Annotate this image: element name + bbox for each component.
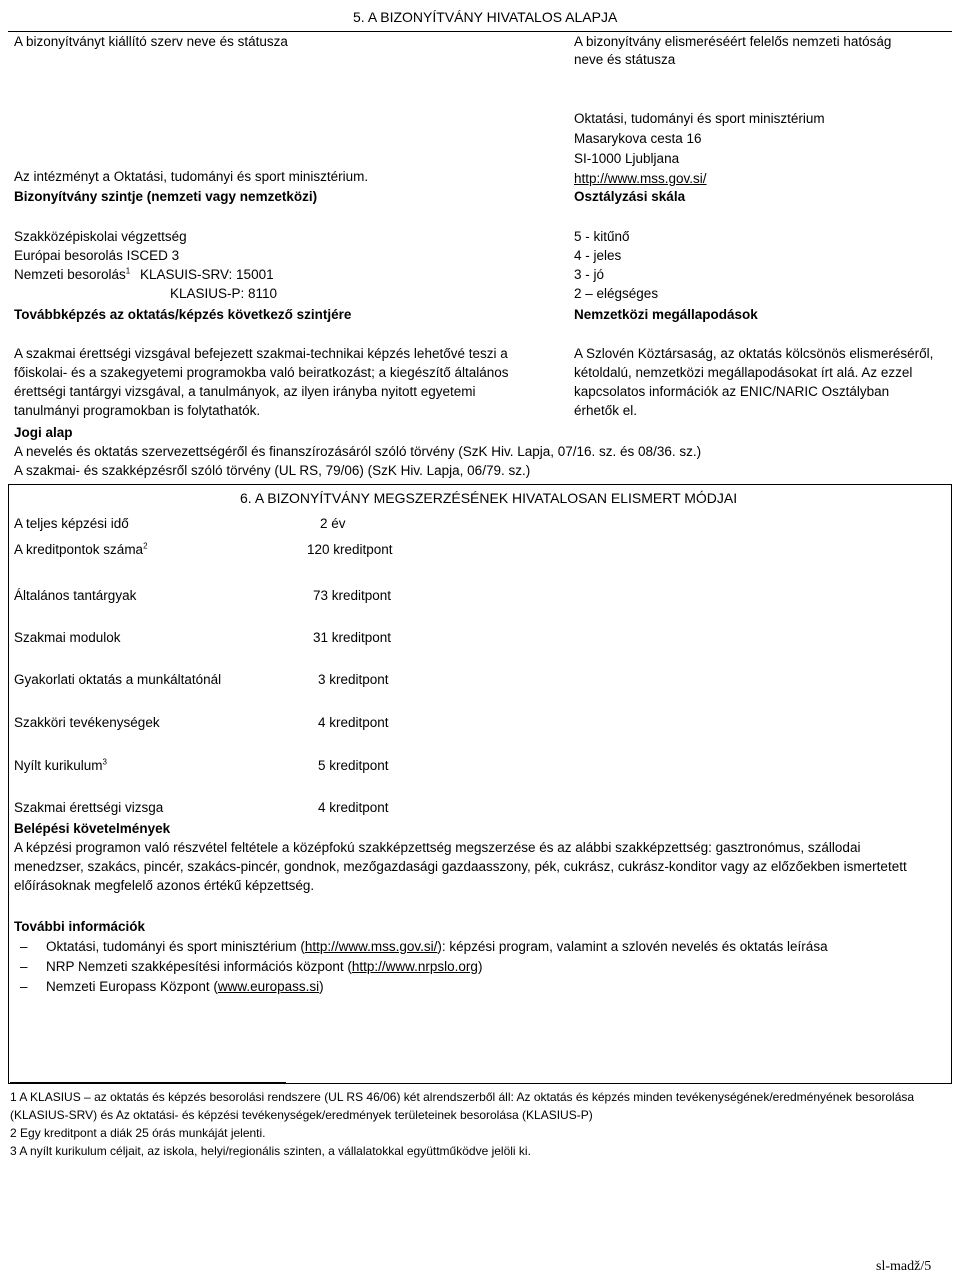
dash-bullet: –	[20, 959, 28, 974]
dash-bullet: –	[20, 979, 28, 994]
section5-number: 5.	[353, 9, 365, 25]
credit-row-label: Általános tantárgyak	[14, 588, 137, 603]
footnote-separator	[10, 1082, 286, 1083]
credit-row-label: Szakköri tevékenységek	[14, 715, 160, 730]
further-line: főiskolai- és a szakegyetemi programokba való beiratkozást; a kiegészítő általános	[14, 365, 509, 380]
authority-website-link[interactable]: http://www.mss.gov.si/	[574, 171, 707, 186]
entry-header: Belépési követelmények	[14, 821, 171, 836]
issuer-header: A bizonyítványt kiállító szerv neve és státusza	[14, 34, 288, 49]
section6-title-text: A BIZONYÍTVÁNY MEGSZERZÉSÉNEK HIVATALOSAN ELISMERT MÓDJAI	[254, 490, 738, 506]
credit-row-value: 5 kreditpont	[318, 758, 389, 773]
further-line: A szakmai érettségi vizsgával befejezett szakmai-technikai képzés lehetővé teszi a	[14, 346, 508, 361]
credit-row-value: 3 kreditpont	[318, 672, 389, 687]
further-header: Továbbképzés az oktatás/képzés következő szintjére	[14, 307, 352, 322]
legal-header: Jogi alap	[14, 425, 73, 440]
intl-header: Nemzetközi megállapodások	[574, 307, 758, 322]
credit-row-value: 73 kreditpont	[313, 588, 392, 603]
mss-link[interactable]: http://www.mss.gov.si/	[304, 939, 438, 954]
credit-row-label: Szakmai modulok	[14, 630, 121, 645]
info-item: – NRP Nemzeti szakképesítési információs központ (http://www.nrpslo.org)	[20, 959, 483, 974]
authority-header-line1: A bizonyítvány elismeréséért felelős nemzeti hatóság	[574, 34, 892, 49]
credit-row-value: 2 év	[320, 516, 346, 531]
grading-header: Osztályzási skála	[574, 189, 686, 204]
intl-line: kapcsolatos információk az ENIC/NARIC Osztályban	[574, 384, 890, 399]
grade-item: 4 - jeles	[574, 248, 622, 263]
credit-row-label: A teljes képzési idő	[14, 516, 129, 531]
authority-line: Oktatási, tudományi és sport minisztérium	[574, 111, 825, 126]
level-national-srv: KLASUIS-SRV: 15001	[140, 267, 274, 282]
section5-title	[353, 8, 617, 26]
nrpslo-link[interactable]: http://www.nrpslo.org	[351, 959, 478, 974]
intl-line: A Szlovén Köztársaság, az oktatás kölcsönös elismeréséről,	[574, 346, 934, 361]
issuer-text: Az intézményt a Oktatási, tudományi és sport minisztérium.	[14, 169, 369, 184]
credit-row-value: 120 kreditpont	[307, 542, 393, 557]
info-item: – Nemzeti Europass Központ (www.europass.si)	[20, 979, 324, 994]
level-header: Bizonyítvány szintje (nemzeti vagy nemzetközi)	[14, 189, 318, 204]
section6-right-border	[951, 484, 952, 1084]
section5-top-rule	[8, 31, 952, 32]
footnote-number: 2	[10, 1126, 17, 1140]
footnote-ref: 1	[125, 266, 131, 276]
info-item: – Oktatási, tudományi és sport minisztérium (http://www.mss.gov.si/): képzési program, valamint a szlovén nevelés és oktatás leírása	[20, 939, 828, 954]
credit-row-value: 4 kreditpont	[318, 715, 389, 730]
level-line: Európai besorolás ISCED 3	[14, 248, 180, 263]
footnote-ref: 2	[143, 541, 148, 551]
footnote-ref: 3	[102, 757, 107, 767]
section6-left-border	[8, 484, 9, 1084]
section6-bottom-rule	[8, 1083, 952, 1084]
entry-line: menedzser, szakács, pincér, szakács-pincér, gondnok, mezőgazdasági gazdaasszony, pék, cukrász, cukrász-konditor vagy az előzőekben ismertetett	[14, 859, 907, 874]
legal-line: A szakmai- és szakképzésről szóló törvény (UL RS, 79/06) (SzK Hiv. Lapja, 06/79. sz.)	[14, 463, 531, 478]
further-line: érettségi tantárgyi vizsgával, a tanulmányok, az ilyen irányba nyitott egyetemi	[14, 384, 476, 399]
grade-item: 3 - jó	[574, 267, 605, 282]
section5-title-text: A BIZONYÍTVÁNY HIVATALOS ALAPJA	[367, 9, 618, 25]
level-national-label: Nemzeti besorolás	[14, 267, 126, 282]
page-label: sl-madž/5	[876, 1259, 932, 1274]
footnote-1-cont: (KLASIUS-SRV) és Az oktatási- és képzési tevékenységek/eredmények területeinek besorolása (KLASIUS-P)	[10, 1108, 593, 1122]
entry-line: előírásoknak megfelelő azonos értékű képzettség.	[14, 878, 315, 893]
legal-line: A nevelés és oktatás szervezettségéről és finanszírozásáról szóló törvény (SzK Hiv. Lapja, 07/16. sz. és 08/36. sz.)	[14, 444, 702, 459]
europass-link[interactable]: www.europass.si	[217, 979, 320, 994]
credit-row-value: 4 kreditpont	[318, 800, 389, 815]
level-line: Szakközépiskolai végzettség	[14, 229, 187, 244]
authority-header-line2: neve és státusza	[574, 52, 676, 67]
grade-item: 5 - kitűnő	[574, 229, 630, 244]
footnote-number: 3	[10, 1144, 17, 1158]
credit-row-label: Szakmai érettségi vizsga	[14, 800, 164, 815]
grade-item: 2 – elégséges	[574, 286, 659, 301]
footnote-number: 1	[10, 1090, 17, 1104]
credit-row-label: A kreditpontok száma$^2$	[14, 541, 148, 557]
info-header: További információk	[14, 919, 146, 934]
footnote-2: 2 Egy kreditpont a diák 25 órás munkáját jelenti.	[10, 1126, 266, 1140]
footnote-3: 3 A nyílt kurikulum céljait, az iskola, helyi/regionális szinten, a vállalatokkal együttműködve jelöli ki.	[10, 1144, 531, 1158]
authority-line: Masarykova cesta 16	[574, 131, 702, 146]
section6-number: 6.	[240, 490, 252, 506]
level-national	[14, 266, 274, 284]
section6-title	[240, 489, 737, 507]
credit-row-label: Gyakorlati oktatás a munkáltatónál	[14, 672, 222, 687]
entry-line: A képzési programon való részvétel feltétele a középfokú szakképzettség megszerzése és az alábbi szakképzettség: gasztronómus, szállodai	[14, 840, 861, 855]
intl-line: érhetők el.	[574, 403, 638, 418]
authority-line: SI-1000 Ljubljana	[574, 151, 680, 166]
credit-row-value: 31 kreditpont	[313, 630, 392, 645]
section6-top-rule	[8, 484, 952, 485]
level-line: KLASIUS-P: 8110	[170, 286, 278, 301]
further-line: tanulmányi programokban is folytathatók.	[14, 403, 261, 418]
credit-row-label: Nyílt kurikulum$^3$	[14, 757, 107, 773]
footnote-1: 1 A KLASIUS – az oktatás és képzés besorolási rendszere (UL RS 46/06) két alrendszerből áll: Az oktatás és képzés minden tevékenységének/eredményének besorolása	[10, 1090, 915, 1104]
dash-bullet: –	[20, 939, 28, 954]
intl-line: kétoldalú, nemzetközi megállapodásokat írt alá. Az ezzel	[574, 365, 913, 380]
